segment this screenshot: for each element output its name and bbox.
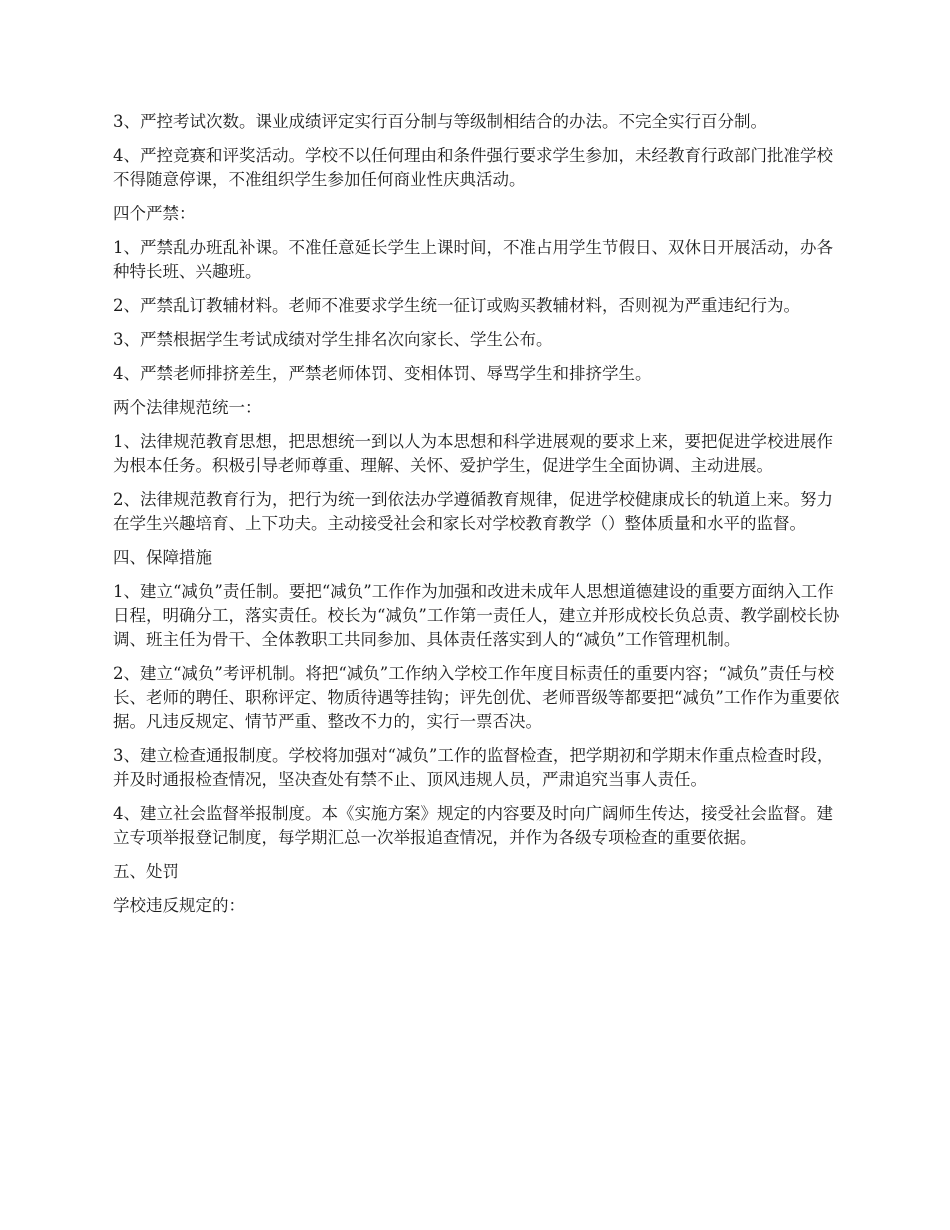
heading-four-prohibitions: 四个严禁： — [113, 204, 196, 223]
heading-two-unifications: 两个法律规范统一： — [113, 398, 262, 417]
heading-safeguard-measures: 四、保障措施 — [113, 548, 212, 567]
paragraph-measure-3: 3、建立检查通报制度。学校将加强对“减负”工作的监督检查，把学期初和学期末作重点检查时段，并及时通报检查情况，坚决查处有禁不止、顶风违规人员，严肃追究当事人责任。 — [113, 746, 834, 789]
paragraph-competition-limit: 4、严控竞赛和评奖活动。学校不以任何理由和条件强行要求学生参加，未经教育行政部门批准学校不得随意停课，不准组织学生参加任何商业性庆典活动。 — [113, 146, 833, 189]
paragraph-measure-2: 2、建立“减负”考评机制。将把“减负”工作纳入学校工作年度目标责任的重要内容；“减负”责任与校长、老师的聘任、职称评定、物质待遇等挂钩；评先创优、老师晋级等都要把“减负”工作作为重要依据。凡违反规定、情节严重、整改不力的，实行一票否决。 — [113, 664, 840, 731]
paragraph-unification-1: 1、法律规范教育思想，把思想统一到以人为本思想和科学进展观的要求上来，要把促进学校进展作为根本任务。积极引导老师尊重、理解、关怀、爱护学生，促进学生全面协调、主动进展。 — [113, 432, 833, 475]
paragraph-unification-2: 2、法律规范教育行为，把行为统一到依法办学遵循教育规律，促进学校健康成长的轨道上来。努力在学生兴趣培育、上下功夫。主动接受社会和家长对学校教育教学（）整体质量和水平的监督。 — [113, 490, 833, 533]
paragraph-measure-1: 1、建立“减负”责任制。要把“减负”工作作为加强和改进未成年人思想道德建设的重要方面纳入工作日程，明确分工，落实责任。校长为“减负”工作第一责任人，建立并形成校长负总责、教学副校长协调、班主任为骨干、全体教职工共同参加、具体责任落实到人的“减负”工作管理机制。 — [113, 582, 840, 649]
paragraph-school-violations: 学校违反规定的： — [113, 896, 245, 915]
paragraph-exam-limit: 3、严控考试次数。课业成绩评定实行百分制与等级制相结合的办法。不完全实行百分制。 — [113, 112, 767, 131]
paragraph-prohibition-1: 1、严禁乱办班乱补课。不准任意延长学生上课时间，不准占用学生节假日、双休日开展活动，办各种特长班、兴趣班。 — [113, 238, 833, 281]
paragraph-measure-4: 4、建立社会监督举报制度。本《实施方案》规定的内容要及时向广阔师生传达，接受社会监督。建立专项举报登记制度，每学期汇总一次举报追查情况，并作为各级专项检查的重要依据。 — [113, 804, 833, 847]
heading-penalties: 五、处罚 — [113, 862, 179, 881]
paragraph-prohibition-3: 3、严禁根据学生考试成绩对学生排名次向家长、学生公布。 — [113, 330, 553, 349]
paragraph-prohibition-4: 4、严禁老师排挤差生，严禁老师体罚、变相体罚、辱骂学生和排挤学生。 — [113, 364, 652, 383]
document-page — [113, 110, 840, 928]
paragraph-prohibition-2: 2、严禁乱订教辅材料。老师不准要求学生统一征订或购买教辅材料，否则视为严重违纪行为。 — [113, 296, 800, 315]
